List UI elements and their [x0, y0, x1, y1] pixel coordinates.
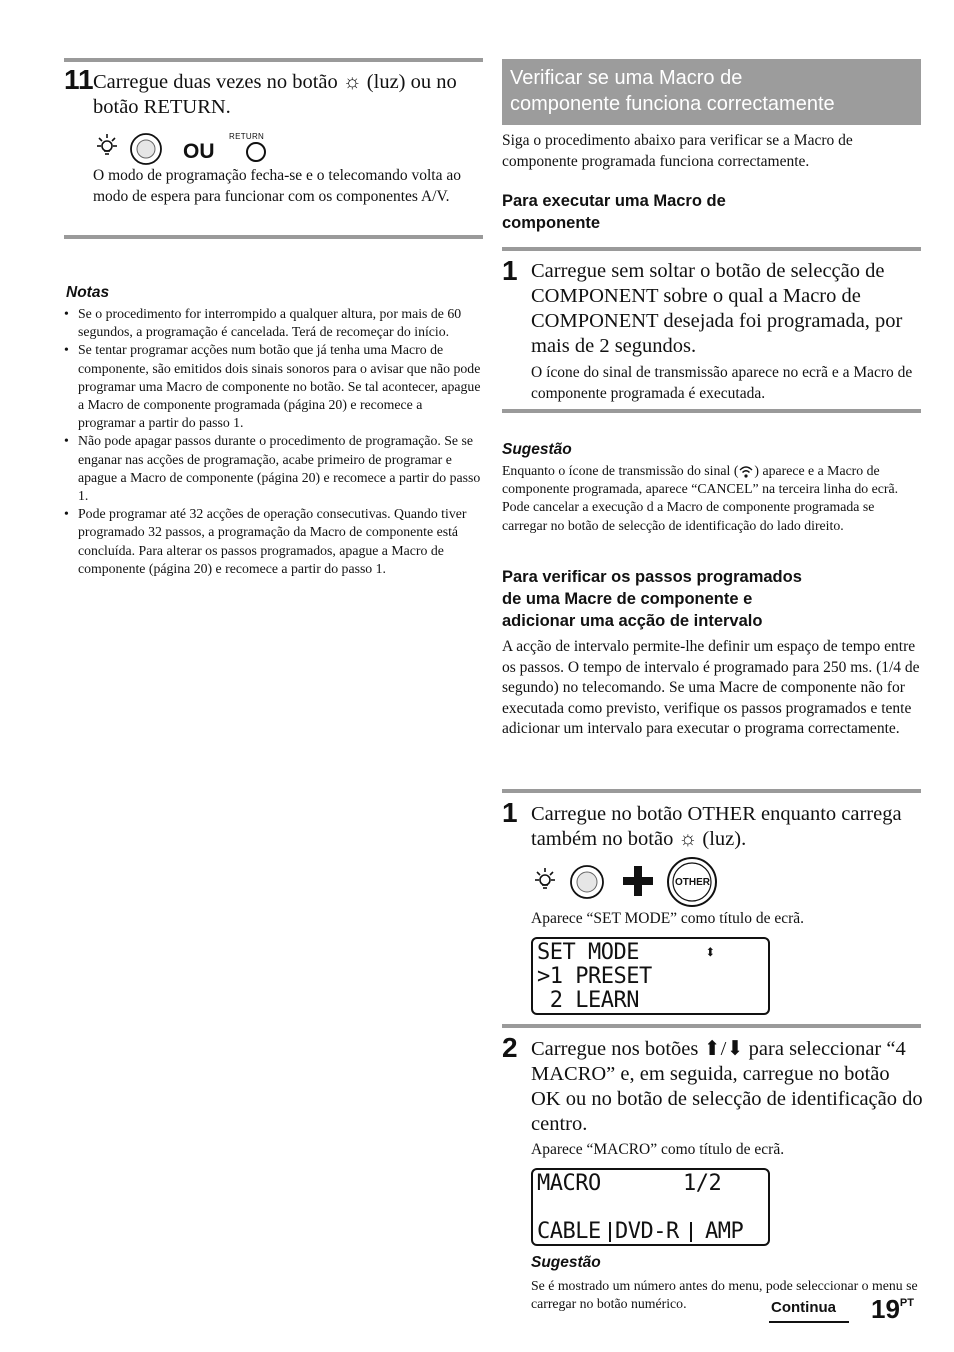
- note-item: • Pode programar até 32 acções de operação consecutivas. Quando tiver programado 32 passos, a programação da Macro de componente está concluída. Para alterar os passos programados, apague a Macro de componente (página 20) e recomece a partir do passo 1.: [64, 505, 482, 578]
- step-a-description: O ícone do sinal de transmissão aparece no ecrã e a Macro de componente programada é executada.: [531, 364, 913, 402]
- subheading-verify-line-1: Para verificar os passos programados: [502, 568, 802, 586]
- page-number: [871, 1294, 914, 1325]
- step-c-number: 2: [502, 1032, 518, 1063]
- lcd-macro-dvdr: DVD-R: [615, 1219, 679, 1244]
- step-b-top-rule: [502, 789, 921, 793]
- step-a-bottom-rule: [502, 409, 921, 413]
- step-c-top-rule: [502, 1024, 921, 1028]
- note-item: • Se tentar programar acções num botão que já tenha uma Macro de componente, são emitidos dois sinais sonoros para o avisar que não pode programar uma Macro de componente no botão. Se tal acontecer, apague a Macro de componente programada (página 20) e recomece a programar a partir do passo 1.: [64, 341, 482, 432]
- notes-list: [64, 305, 482, 578]
- subheading-execute-line-2: componente: [502, 214, 601, 232]
- other-button-label: OTHER: [675, 877, 710, 888]
- step-b-number: 1: [502, 797, 518, 828]
- subheading-execute: [502, 190, 920, 234]
- page-number-digits: 19: [871, 1294, 900, 1324]
- tip-1-text-a: Enquanto o ícone de transmissão do sinal (: [502, 463, 739, 478]
- note-item: • Não pode apagar passos durante o procedimento de programação. Se se enganar nas acções de programação, acabe primeiro de programar e apague a Macro de componente (página 20) e recomece a partir do passo 1.: [64, 432, 482, 505]
- continue-label: Continua: [771, 1299, 836, 1316]
- intro-text: Siga o procedimento abaixo para verificar se a Macro de componente programada funciona correctamente.: [502, 132, 853, 170]
- step-a-top-rule: [502, 247, 921, 251]
- lcd-macro-amp: AMP: [705, 1219, 744, 1244]
- lcd-separator: [690, 1222, 692, 1242]
- subheading-execute-line-1: Para executar uma Macro de: [502, 192, 726, 210]
- step-b-description: Aparece “SET MODE” como título de ecrã.: [531, 910, 805, 927]
- lcd-set-mode: [531, 937, 770, 1015]
- signal-transmission-icon: [738, 464, 754, 480]
- note-item: • Se o procedimento for interrompido a qualquer altura, por mais de 60 segundos, a programação é cancelada. Terá de recomeçar do início.: [64, 305, 482, 341]
- lcd-row-2: >1 PRESET: [537, 964, 652, 989]
- step-11-text: Carregue duas vezes no botão ☼ (luz) ou no botão RETURN.: [93, 71, 457, 118]
- lcd-row-3: 2 LEARN: [537, 988, 639, 1013]
- step-11-number: 11: [64, 64, 94, 95]
- interval-text: A acção de intervalo permite-lhe definir um espaço de tempo entre os passos. O tempo de intervalo é programado para 250 ms. (1/4 de segundo) no telecomando. Se uma Macre de componente não for executada como previsto, verifique os passos programados e tente adicionar um intervalo para executar o programa correctamente.: [502, 638, 920, 737]
- step-11-bottom-rule: [64, 235, 483, 239]
- tip-1-text-b: ) aparece e a Macro de componente programada, aparece “CANCEL” na terceira linha do ecrã. Pode cancelar a execução d a Macro de componente programada se carregar no botão de selecção de identificação do lado direito.: [502, 463, 899, 533]
- tip-1-title: Sugestão: [502, 441, 572, 458]
- step-a-text: Carregue sem soltar o botão de selecção de COMPONENT sobre o qual a Macro de COMPONENT desejada foi programada, por mais de 2 segundos.: [531, 260, 903, 357]
- tip-1-text: [502, 462, 922, 535]
- step-11-description: O modo de programação fecha-se e o telecomando volta ao modo de espera para funcionar com os componentes A/V.: [93, 167, 461, 205]
- subheading-verify-line-3: adicionar uma acção de intervalo: [502, 612, 763, 630]
- section-banner-line-2: componente funciona correctamente: [510, 93, 835, 115]
- notes-title: Notas: [66, 284, 110, 301]
- step-b-text: Carregue no botão OTHER enquanto carrega também no botão ☼ (luz).: [531, 803, 902, 850]
- step-c-text: Carregue nos botões ⬆/⬇ para seleccionar “4 MACRO” e, em seguida, carregue no botão OK ou no botão de selecção de identificação do centro.: [531, 1038, 923, 1135]
- step-a-number: 1: [502, 255, 518, 286]
- scroll-arrows-icon: ⬍: [705, 942, 716, 963]
- lcd-macro-cable: CABLE: [537, 1219, 601, 1244]
- lcd-macro-page: 1/2: [683, 1171, 722, 1196]
- return-label: RETURN: [229, 132, 265, 141]
- lcd-macro: [531, 1168, 770, 1246]
- tip-2-title: Sugestão: [531, 1254, 601, 1271]
- tip-2-text: Se é mostrado um número antes do menu, pode seleccionar o menu se carregar no botão numérico.: [531, 1278, 918, 1312]
- or-label: OU: [183, 140, 215, 163]
- lcd-row-1: SET MODE: [537, 940, 639, 965]
- continue-underline: [769, 1321, 849, 1323]
- top-rule-left: [64, 58, 483, 62]
- section-banner-line-1: Verificar se uma Macro de: [510, 67, 743, 89]
- step-c-description: Aparece “MACRO” como título de ecrã.: [531, 1141, 785, 1158]
- section-banner: [502, 59, 921, 125]
- lcd-macro-title: MACRO: [537, 1171, 601, 1196]
- lcd-separator: [609, 1222, 611, 1242]
- subheading-verify-line-2: de uma Macre de componente e: [502, 590, 753, 608]
- page-number-suffix: PT: [899, 1297, 914, 1309]
- subheading-verify: [502, 566, 922, 632]
